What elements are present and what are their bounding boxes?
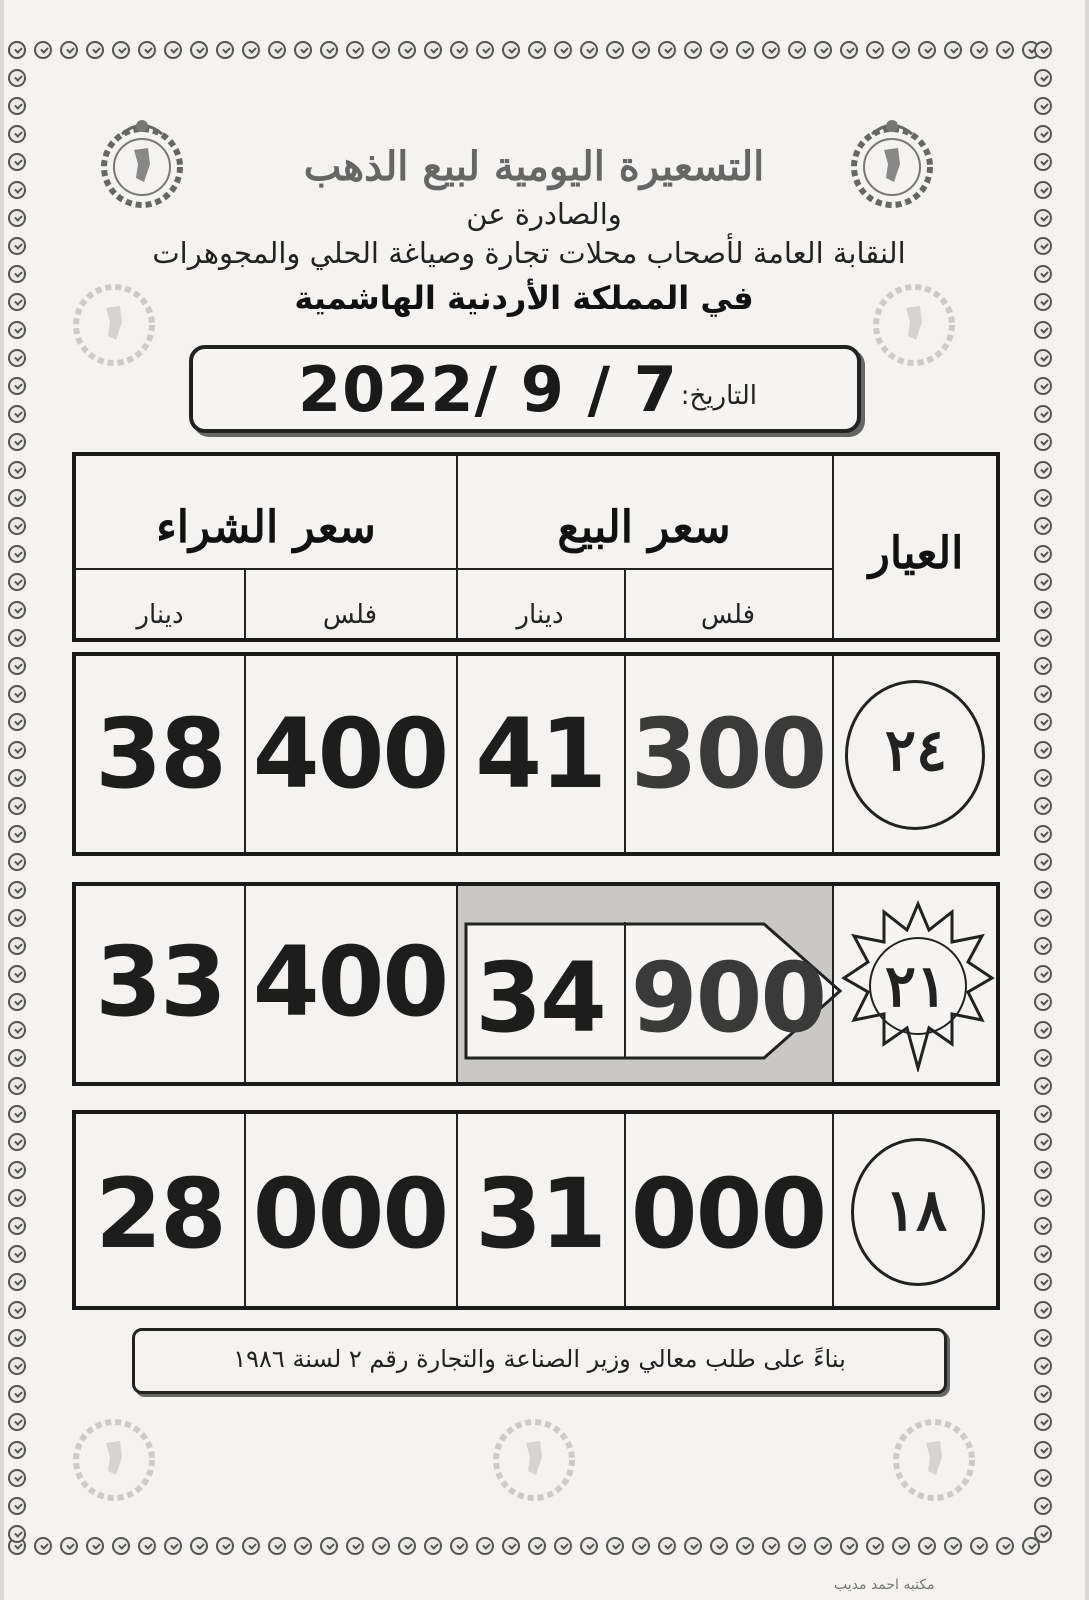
chain-link — [8, 853, 26, 871]
chain-link — [8, 993, 26, 1011]
chain-link — [1034, 1245, 1052, 1263]
chain-link — [8, 69, 26, 87]
chain-link — [8, 1301, 26, 1319]
chain-link — [8, 1217, 26, 1235]
sell-price-header: سعر البيع — [557, 502, 731, 553]
chain-link — [918, 1537, 936, 1555]
chain-link — [60, 41, 78, 59]
sell-fils-value: 000 — [630, 1158, 826, 1270]
chain-link — [476, 1537, 494, 1555]
chain-link — [320, 1537, 338, 1555]
chain-link — [606, 1537, 624, 1555]
chain-link — [398, 41, 416, 59]
date-label: التاريخ: — [680, 381, 757, 411]
country-name: في المملكة الأردنية الهاشمية — [294, 279, 754, 317]
chain-link — [424, 41, 442, 59]
chain-link — [1034, 1525, 1052, 1543]
chain-link — [320, 41, 338, 59]
chain-link — [398, 1537, 416, 1555]
chain-link — [1034, 993, 1052, 1011]
chain-link — [138, 1537, 156, 1555]
date-value: 2022/ 9 / 7 — [298, 353, 678, 426]
chain-link — [8, 405, 26, 423]
chain-link — [554, 41, 572, 59]
chain-link — [8, 1357, 26, 1375]
chain-link — [424, 1537, 442, 1555]
chain-link — [8, 1049, 26, 1067]
sell-fils-header: فلس — [700, 600, 756, 630]
chain-link — [866, 1537, 884, 1555]
chain-link — [840, 1537, 858, 1555]
sell-dinar-header: دينار — [516, 600, 564, 630]
buy-fils-value: 400 — [252, 926, 448, 1038]
chain-link — [8, 769, 26, 787]
chain-link — [372, 1537, 390, 1555]
chain-link — [86, 41, 104, 59]
chain-link — [658, 41, 676, 59]
chain-link — [8, 629, 26, 647]
chain-link — [8, 1413, 26, 1431]
chain-link — [8, 1525, 26, 1543]
chain-link — [788, 41, 806, 59]
chain-link — [1034, 1273, 1052, 1291]
chain-link — [736, 41, 754, 59]
chain-link — [190, 1537, 208, 1555]
chain-link — [1034, 657, 1052, 675]
chain-link — [814, 1537, 832, 1555]
chain-link — [658, 1537, 676, 1555]
chain-link — [944, 41, 962, 59]
chain-link — [8, 1021, 26, 1039]
chain-link — [1034, 629, 1052, 647]
karat-value: ٢١ — [884, 952, 948, 1020]
chain-link — [1034, 1217, 1052, 1235]
right-chain-border — [1030, 36, 1060, 1562]
chain-link — [8, 797, 26, 815]
chain-link — [8, 517, 26, 535]
chain-link — [684, 1537, 702, 1555]
chain-link — [1034, 685, 1052, 703]
chain-link — [8, 293, 26, 311]
buy-dinar-value: 28 — [95, 1158, 225, 1270]
chain-link — [242, 1537, 260, 1555]
chain-link — [684, 41, 702, 59]
chain-link — [1034, 1133, 1052, 1151]
chain-link — [1034, 209, 1052, 227]
chain-link — [372, 41, 390, 59]
chain-link — [996, 1537, 1014, 1555]
buy-fils-value: 400 — [252, 698, 448, 810]
chain-link — [1034, 69, 1052, 87]
chain-link — [1034, 769, 1052, 787]
chain-link — [8, 657, 26, 675]
chain-link — [34, 1537, 52, 1555]
chain-link — [528, 1537, 546, 1555]
chain-link — [1034, 881, 1052, 899]
chain-link — [8, 825, 26, 843]
table-row — [72, 652, 1000, 856]
chain-link — [1034, 1161, 1052, 1179]
chain-link — [190, 41, 208, 59]
chain-link — [242, 41, 260, 59]
chain-link — [1034, 1441, 1052, 1459]
chain-link — [8, 937, 26, 955]
table-header — [72, 452, 1000, 642]
watermark-emblem — [64, 1405, 164, 1505]
chain-link — [1034, 601, 1052, 619]
chain-link — [8, 265, 26, 283]
chain-link — [1034, 265, 1052, 283]
watermark-emblem — [864, 270, 964, 370]
chain-link — [1034, 937, 1052, 955]
top-chain-border — [4, 36, 1064, 66]
chain-link — [8, 461, 26, 479]
watermark-emblem — [484, 1405, 584, 1505]
chain-link — [710, 1537, 728, 1555]
chain-link — [1034, 181, 1052, 199]
chain-link — [8, 41, 26, 59]
chain-link — [34, 41, 52, 59]
chain-link — [1034, 41, 1052, 59]
chain-link — [8, 881, 26, 899]
chain-link — [294, 41, 312, 59]
bottom-chain-border — [4, 1532, 1064, 1562]
chain-link — [8, 1133, 26, 1151]
chain-link — [1034, 1497, 1052, 1515]
chain-link — [8, 965, 26, 983]
chain-link — [606, 41, 624, 59]
chain-link — [8, 741, 26, 759]
table-row — [72, 1110, 1000, 1310]
chain-link — [1034, 517, 1052, 535]
chain-link — [346, 1537, 364, 1555]
chain-link — [1034, 1049, 1052, 1067]
chain-link — [632, 1537, 650, 1555]
chain-link — [580, 1537, 598, 1555]
chain-link — [1034, 237, 1052, 255]
sell-dinar-value: 41 — [475, 698, 605, 810]
chain-link — [1034, 909, 1052, 927]
chain-link — [1034, 1357, 1052, 1375]
karat-value: ٢٤ — [884, 716, 948, 784]
buy-dinar-header: دينار — [136, 600, 184, 630]
karat-value: ١٨ — [884, 1176, 948, 1244]
table-row — [72, 882, 1000, 1086]
chain-link — [1034, 1077, 1052, 1095]
buy-fils-header: فلس — [322, 600, 378, 630]
chain-link — [268, 1537, 286, 1555]
chain-link — [8, 1077, 26, 1095]
chain-link — [8, 1385, 26, 1403]
chain-link — [710, 41, 728, 59]
karat-header: العيار — [868, 528, 964, 579]
chain-link — [918, 41, 936, 59]
chain-link — [1034, 713, 1052, 731]
chain-link — [8, 601, 26, 619]
chain-link — [1034, 545, 1052, 563]
chain-link — [216, 41, 234, 59]
chain-link — [8, 321, 26, 339]
sell-dinar-value: 31 — [475, 1158, 605, 1270]
price-sheet — [4, 0, 1085, 1600]
left-chain-border — [4, 36, 34, 1562]
chain-link — [8, 1329, 26, 1347]
chain-link — [216, 1537, 234, 1555]
page-title: التسعيرة اليومية لبيع الذهب — [303, 143, 765, 190]
chain-link — [1034, 797, 1052, 815]
chain-link — [8, 1245, 26, 1263]
chain-link — [1034, 965, 1052, 983]
issued-by-line: والصادرة عن — [466, 197, 622, 231]
chain-link — [632, 41, 650, 59]
chain-link — [294, 1537, 312, 1555]
chain-link — [762, 41, 780, 59]
chain-link — [86, 1537, 104, 1555]
chain-link — [554, 1537, 572, 1555]
footer-note: بناءً على طلب معالي وزير الصناعة والتجارة رقم ٢ لسنة ١٩٨٦ — [233, 1345, 846, 1373]
buy-price-header: سعر الشراء — [156, 502, 376, 553]
chain-link — [1034, 573, 1052, 591]
chain-link — [8, 433, 26, 451]
chain-link — [892, 41, 910, 59]
chain-link — [8, 909, 26, 927]
chain-link — [112, 1537, 130, 1555]
chain-link — [1034, 349, 1052, 367]
chain-link — [164, 41, 182, 59]
chain-link — [788, 1537, 806, 1555]
chain-link — [1034, 741, 1052, 759]
chain-link — [1034, 489, 1052, 507]
chain-link — [502, 41, 520, 59]
chain-link — [762, 1537, 780, 1555]
buy-dinar-value: 33 — [95, 926, 225, 1038]
chain-link — [8, 1497, 26, 1515]
sell-fils-value: 300 — [630, 698, 826, 810]
chain-link — [268, 41, 286, 59]
chain-link — [580, 41, 598, 59]
sell-fils-value: 900 — [630, 942, 826, 1054]
chain-link — [164, 1537, 182, 1555]
chain-link — [8, 1161, 26, 1179]
chain-link — [502, 1537, 520, 1555]
chain-link — [1034, 1301, 1052, 1319]
chain-link — [1034, 97, 1052, 115]
chain-link — [1034, 321, 1052, 339]
chain-link — [8, 545, 26, 563]
chain-link — [1034, 405, 1052, 423]
chain-link — [8, 181, 26, 199]
date-box — [189, 345, 861, 433]
print-credit: مكتبه احمد مديب — [834, 1577, 935, 1593]
chain-link — [8, 1189, 26, 1207]
union-name: النقابة العامة لأصحاب محلات تجارة وصياغة الحلي والمجوهرات — [152, 236, 906, 270]
chain-link — [8, 153, 26, 171]
chain-link — [8, 713, 26, 731]
chain-link — [970, 41, 988, 59]
chain-link — [8, 209, 26, 227]
chain-link — [892, 1537, 910, 1555]
chain-link — [944, 1537, 962, 1555]
union-emblem-left — [92, 112, 192, 212]
chain-link — [450, 41, 468, 59]
chain-link — [840, 41, 858, 59]
chain-link — [1034, 461, 1052, 479]
chain-link — [8, 685, 26, 703]
chain-link — [8, 489, 26, 507]
chain-link — [8, 125, 26, 143]
chain-link — [866, 41, 884, 59]
union-emblem-right — [842, 112, 942, 212]
chain-link — [8, 377, 26, 395]
chain-link — [1034, 825, 1052, 843]
chain-link — [112, 41, 130, 59]
chain-link — [1034, 293, 1052, 311]
chain-link — [1034, 1385, 1052, 1403]
chain-link — [1034, 1413, 1052, 1431]
chain-link — [1034, 433, 1052, 451]
chain-link — [1034, 1105, 1052, 1123]
chain-link — [1034, 153, 1052, 171]
chain-link — [450, 1537, 468, 1555]
watermark-emblem — [884, 1405, 984, 1505]
chain-link — [60, 1537, 78, 1555]
chain-link — [8, 237, 26, 255]
buy-dinar-value: 38 — [95, 698, 225, 810]
chain-link — [814, 41, 832, 59]
buy-fils-value: 000 — [252, 1158, 448, 1270]
chain-link — [1034, 1469, 1052, 1487]
chain-link — [1034, 125, 1052, 143]
chain-link — [1034, 1329, 1052, 1347]
chain-link — [8, 1105, 26, 1123]
sell-dinar-value: 34 — [475, 942, 605, 1054]
chain-link — [8, 573, 26, 591]
chain-link — [8, 1441, 26, 1459]
chain-link — [138, 41, 156, 59]
chain-link — [476, 41, 494, 59]
chain-link — [8, 349, 26, 367]
footer-note-box — [132, 1328, 947, 1394]
chain-link — [8, 1273, 26, 1291]
chain-link — [736, 1537, 754, 1555]
chain-link — [1034, 1189, 1052, 1207]
chain-link — [1034, 377, 1052, 395]
chain-link — [346, 41, 364, 59]
watermark-emblem — [64, 270, 164, 370]
chain-link — [1034, 853, 1052, 871]
chain-link — [528, 41, 546, 59]
chain-link — [8, 1469, 26, 1487]
chain-link — [1034, 1021, 1052, 1039]
chain-link — [996, 41, 1014, 59]
chain-link — [970, 1537, 988, 1555]
chain-link — [8, 97, 26, 115]
